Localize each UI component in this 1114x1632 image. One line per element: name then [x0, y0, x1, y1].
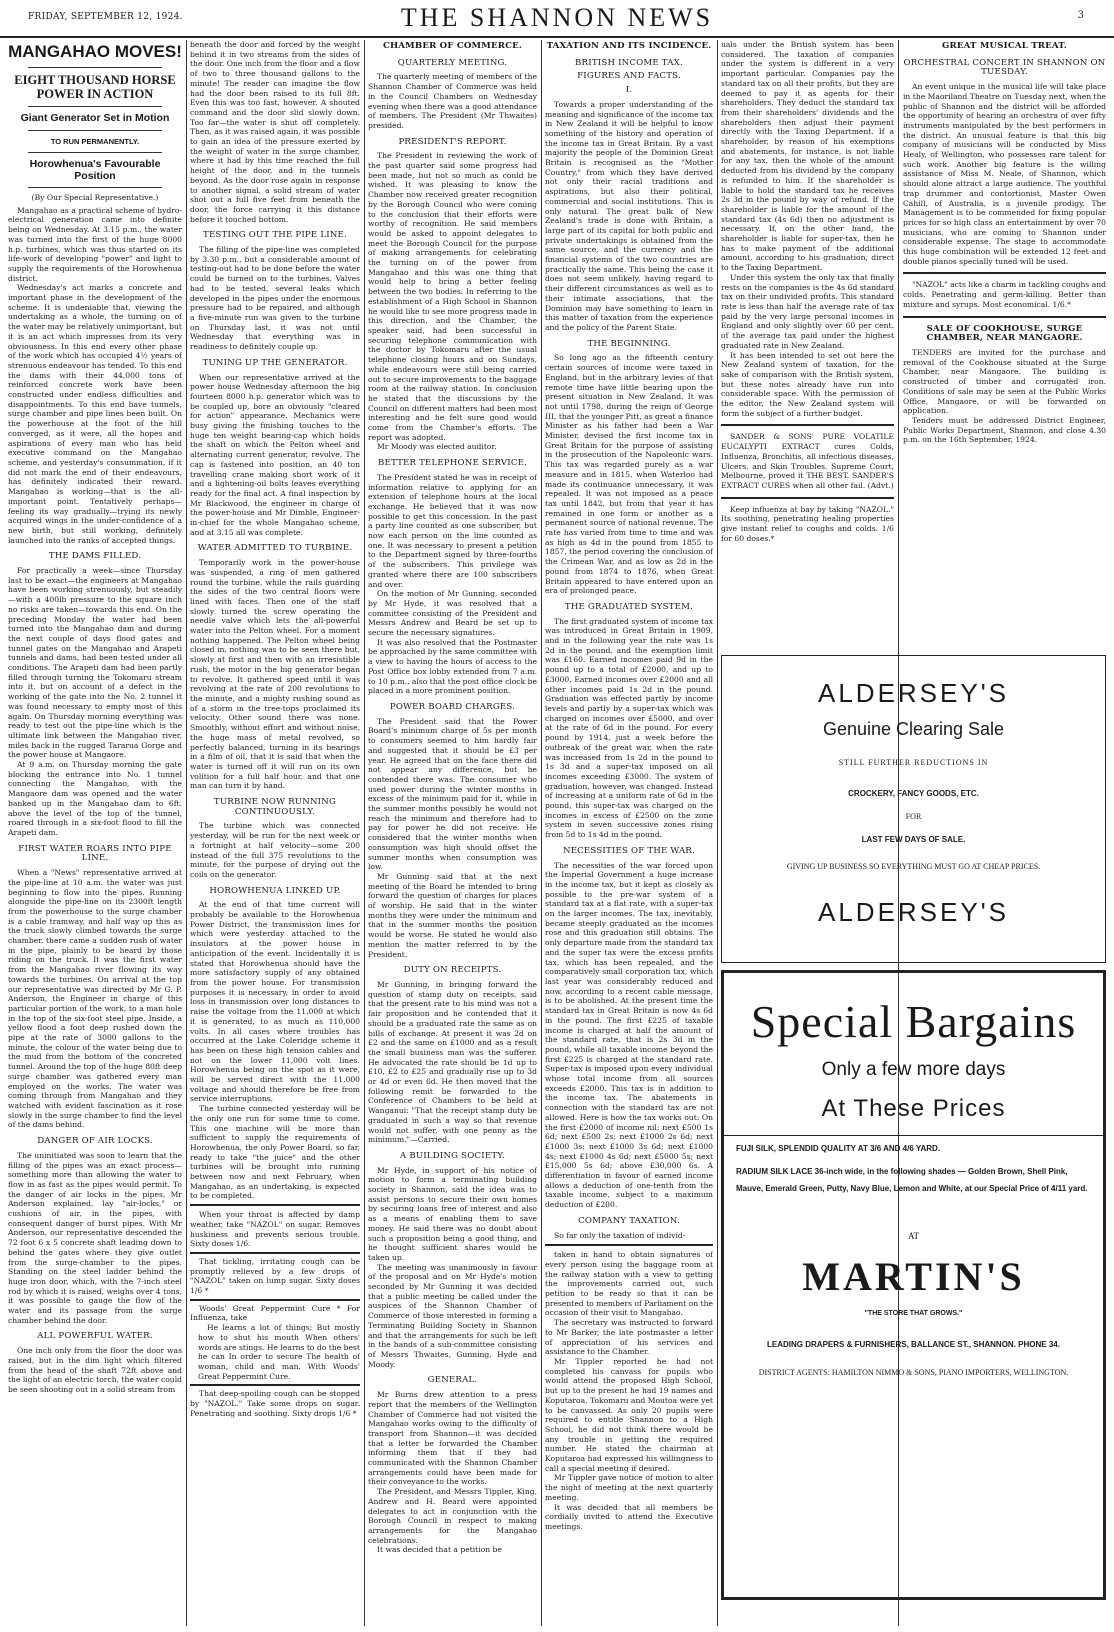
subheading: COMPANY TAXATION. — [578, 1215, 680, 1226]
article-paragraph: When our representative arrived at the power house Wednesday afternoon the big fourteen 8000 h.p. generator which was to be coupled up, bore an obviously "cleared for action" appearance. Mechanics were busy giving the finishing touches to the huge ten weight bearing-cap which holds the shaft on which the Pelton wheel and alternating current generator, revolve. The cap is fastened into position, an 40 ton travelling crane making short work of it and a lightening-oil bolts leaves everything ready for the final act. A final inspection by Mr Blackwood, the engineer in charge of the power-house and Mr Dimble, Engineer-in-chief for the whole Mangahao scheme, and at 3.15 all was complete. — [190, 372, 360, 537]
alderseys-line: FOR — [905, 812, 922, 821]
article-heading: GREAT MUSICAL TREAT. — [942, 41, 1067, 51]
headline-mangahao: MANGAHAO MOVES! — [8, 42, 182, 61]
nazol-ad: That tickling, irritating cough can be promptly relieved by a few drops of "NAZOL" taken on lump sugar. Sixty doses 1/6 * — [190, 1256, 360, 1296]
deck-to-run: TO RUN PERMANENTLY. — [50, 137, 140, 146]
article-paragraph: The first graduated system of income tax was introduced in Great Britain in 1909, and in the following year the rate was 1s 2d in the pound, and the exemption limit was £160. Earned incomes paid 9d in the pound up to a total of £2000, and up to £3000, Earned incomes over £2000 and all other incomes paid 1s 2d in the pound. Graduation was effected partly by income levels and partly by a super-tax which was charged on incomes over £5000, and over at the rate of 6d in the pound. For every pound by 1914, just a week before the outbreak of the great war, when the rate was increased from 1s 2d in the pound to 1s 3d and a super-tax imposed on all incomes exceeding £3000. The system of graduation, however, was changed. Instead of increasing at a uniform rate of 6d in the pound, this super-tax was charged on the incomes in excess of £2500 on the zone system in seven successive zones rising from 5d to 1s 4d in the pound. — [545, 616, 713, 840]
column-2 — [190, 40, 360, 1626]
article-paragraph: One inch only from the floor the door was raised, but in the dim light which filtered from the head of the shaft 72ft above and the light of an electric torch, the water could be seen shooting out in a solid stream from — [8, 1346, 182, 1394]
article-paragraph: Mr Moody was elected auditor. — [377, 442, 497, 452]
masthead — [0, 0, 1114, 38]
special-bargains-headline: Special Bargains — [750, 996, 1077, 1047]
column-rule — [186, 40, 187, 1626]
subheading: GENERAL. — [427, 1375, 478, 1386]
alderseys-ad — [721, 655, 1106, 963]
alderseys-line: STILL FURTHER REDUCTIONS IN — [838, 758, 989, 767]
article-paragraph: Mr Gunning, in bringing forward the question of stamp duty on receipts, said that the present rate to his mind was not a fair proposition and he contended that it should be a graduated rate the same as on bills of exchange. At present it was 2d on £2 and the same on £1000 and as a result the small business man was the sufferer. He advocated the rate should be 1d up to £10, £2 to £25 and gradually rise up to 3d or 4d or even 6d. He then moved that the following remit be forwarded to the Conference of Chambers to be held at Wanganui: "That the receipt stamp duty be graduated in such a way so that revenue would not suffer, with one penny as the minimum."—Carried. — [368, 979, 537, 1145]
subheading: DANGER OF AIR LOCKS. — [37, 1136, 153, 1147]
column-6 — [903, 40, 1106, 650]
peppermint-ad: Woods' Great Peppermint Cure * For Influenza, take — [190, 1303, 360, 1323]
peppermint-poem: He learns a lot of things; But mostly how to shut his mouth When others' words are stings. He learns to do the best he can In order to secure The health of woman, child and man, With Woods' Great Peppermint Cure. — [198, 1323, 360, 1381]
nazol-ad: "NAZOL" acts like a charm in tackling coughs and colds. Penetrating and germ-killing. Better than mixture and syrups. Most economical. 1/6.* — [903, 280, 1106, 309]
alderseys-line: LAST FEW DAYS OF SALE. — [861, 835, 966, 844]
subheading: DUTY ON RECEIPTS. — [403, 965, 502, 976]
column-1 — [8, 40, 182, 1626]
article-paragraph: The filling of the pipe-line was completed by 3.30 p.m., but a considerable amount of testing-out had to be done before the water could be turned on to the turbines. Valves had to be tested, several leaks which developed in the pipes under the enormous pressure had to be repaired, and although a five-minute run was given to the turbine on Thursday last, it was not until Wednesday that everything was in readiness to definitely couple up. — [190, 245, 360, 352]
subheading: HOROWHENUA LINKED UP. — [209, 885, 341, 896]
column-rule — [541, 40, 542, 1626]
article-paragraph: The uninitiated was soon to learn that the filling of the pipes was an exact process—something more than allowing the water to flow in as fast as the pipes would permit. To the danger of air locks in the pipes, Mr Anderson explained, lay "air-locks," or cushions of air, in the pipes, with consequent danger of burst pipes. With Mr Anderson, our representative descended the 72 foot 6 x 5 concrete shaft leading down to behind the gates where they give outlet from the surge-chamber to the pipes. Standing on the steel ladder behind the huge iron door, which, with the 7-inch steel rod by which it is raised, weighs over 4 tons, it was possible to gauge the flow of the water and its passage from the surge chamber behind the door. — [8, 1150, 182, 1325]
martins-item: RADIUM SILK LACE 36-inch wide, in the following shades — Golden Brown, Shell Pink, Mauve, Emerald Green, Putty, Navy Blue, Lemon and White, at our Special Price of 4/11 yard. — [736, 1167, 1088, 1193]
article-paragraph: The secretary was instructed to forward to Mr Barker, the late postmaster a letter of appreciation of his services and assistance to the Chamber. — [545, 1318, 713, 1357]
article-paragraph: At 9 a.m. on Thursday morning the gate blocking the entrance into No. 1 tunnel connecting the Mangahao, with the Mangaore dam was opened and the water banked up in the Mangahao dam to 6ft. above the level of the top of the tunnel, roared through in a six-foot flood to fill the Arapeti dam. — [8, 760, 182, 837]
subheading: TUNING UP THE GENERATOR. — [202, 357, 348, 368]
martins-address: LEADING DRAPERS & FURNISHERS, BALLANCE ST., SHANNON. PHONE 34. — [767, 1340, 1060, 1349]
deck-giant-generator: Giant Generator Set in Motion — [20, 112, 170, 124]
article-paragraph: The President in reviewing the work of the past quarter said some progress had been made, but not so much as could be wished. It was pleasing to know the Chamber now received greater recognition by the Borough Council who were coming to the conclusion that their efforts were worthy of recognition. He said members would be asked to appoint delegates to meet the Borough Council for the purpose of making arrangements for celebrating the turning on of the power from Mangahao and this was one thing that would help to bring a better feeling between the two bodies. In referring to the establishment of a High School in Shannon he would like to see more progress made in this direction, and the Chamber, the speaker said, had been successful in securing telephone communication with the doctor by Tokomaru after the usual telephone closing hours and on Sundays, while endeavours were still being carried out to secure improvements to the baggage room at the railway station. In conclusion he stated that the discussions by the Council on different matters had been most interesting and he felt sure good would come from the Chamber's efforts. The report was adopted. — [368, 151, 537, 442]
tender-notice: Tenders must be addressed District Engineer, Public Works Department, Shannon, and close 4.30 p.m. on the 16th September, 1924. — [903, 415, 1106, 445]
subheading: PRESIDENT'S REPORT. — [398, 136, 507, 147]
subheading: TESTING OUT THE PIPE LINE. — [203, 230, 347, 241]
article-paragraph: For practically a week—since Thursday last to be exact—the engineers at Mangahao have been working strenuously, but steadily—with a 400lb pressure to the square inch no risks are taken—towards this end. On the preceding Monday the water had been turned into the Mangahao dam and during the next couple of days flood gates and tunnel gates on the Mangahao and Arapeti tunnels and dams, had been tested under all conditions. The Arapeti dam had been partly filled through turning the Tokomaru stream into it, but on account of a defect in the working of the gate into the No. 2 tunnel it was found necessary to empty most of this again. On Thursday morning everything was ready to test out the pipe-line which is the ultimate link between the Mangahao river, miles back in the rugged Tararua Gorge and the power house at Mangaore. — [8, 566, 182, 760]
article-paragraph: Mr Tippler gave notice of motion to alter the night of meeting at the next quarterly meeting. — [545, 1473, 713, 1502]
article-paragraph: The President said that the Power Board's minimum charge of 5s per month to consumers seemed to him hardly fair and suggested that it should be £3 per year. He agreed that on the face there did not appear any difference, but he contended there was. The consumer who used power during the winter months in excess of the minimum paid for it, while in the summer months possibly he would not reach the minimum and therefore had to pay for power he did not receive. He considered that the winter months when consumption was high should offset the summer months when consumption was low. — [368, 716, 537, 872]
article-paragraph: It was decided that a petition be — [377, 1545, 502, 1555]
byline: (By Our Special Representative.) — [31, 193, 159, 202]
subheading: THE DAMS FILLED. — [48, 551, 142, 562]
column-rule — [717, 40, 718, 1626]
subheading: POWER BOARD CHARGES. — [389, 702, 516, 712]
column-4 — [545, 40, 713, 1626]
article-paragraph: Temporarily work in the power-house was suspended, a ring of men gathered round the turbine, while the rails guarding the sides of the two central floors were lined with faces. Then one of the staff slowly turned the screw operating the needle valve which lets the all-powerful water into the Pelton wheel. For a moment nothing happened. The Pelton wheel being closed in, nothing was to be seen there but, slowly at first and then with an irresistible rush, the motor in the big generator began to revolve. It gathered speed until it was revolving at the rate of 200 revolutions to the minute, and a mighty rushing sound as of a storm in the tree-tops proclaimed its velocity. Other sound there was none. Smoothly, without effort and without noise, the huge mass of metal revolved, so perfectly balanced, turning in its bearings in a film of oil, that it is said that when the water is turned off it will run on its own volition for a full half hour, and that one man can turn it by hand. — [190, 558, 360, 791]
alderseys-name: ALDERSEY'S — [817, 897, 1010, 927]
clearing-sale-title: Genuine Clearing Sale — [822, 719, 1005, 739]
article-paragraph: It was also resolved that the Postmaster be approached by the same committee with a view to having the hours of access to the Post Office box lobby extended from 7 a.m. to 10 p.m., also that the post office clock be placed in a more prominent position. — [368, 637, 537, 696]
subheading: THE BEGINNING. — [587, 338, 671, 349]
martins-name: MARTIN'S — [802, 1254, 1025, 1299]
martins-at: AT — [908, 1231, 919, 1241]
column-3 — [368, 40, 537, 1626]
newspaper-title: THE SHANNON NEWS — [400, 3, 714, 32]
article-subheading: QUARTERLY MEETING. — [397, 57, 508, 68]
martins-line: At These Prices — [821, 1095, 1006, 1122]
subheading: NECESSITIES OF THE WAR. — [562, 845, 696, 856]
sale-heading: SALE OF COOKHOUSE, SURGE CHAMBER, NEAR MANGAORE. — [926, 323, 1083, 344]
article-subheading: ORCHESTRAL CONCERT IN SHANNON ON TUESDAY. — [903, 57, 1106, 78]
page-number: 3 — [1077, 10, 1084, 21]
article-paragraph: Mangahao as a practical scheme of hydro-electrical generation came into definite being on Wednesday. At 3.15 p.m., the water was turned into the first of the huge 8000 h.p. turbines, which was thus started on its life-work of developing "power" and light to supply the requirements of the Horowhenua district. — [8, 205, 182, 283]
article-paragraph: So far only the taxation of individ- — [554, 1230, 686, 1240]
article-paragraph: It was decided that all members be cordially invited to attend the Executive meetings. — [545, 1502, 713, 1531]
article-paragraph: The President, and Messrs Tippler, King, Andrew and H. Beard were appointed delegates to act in conjunction with the Borough Council in respect to making arrangements for the Mangahao celebrations. — [368, 1487, 537, 1545]
article-paragraph: Mr Burns drew attention to a press report that the members of the Wellington Chamber of Commerce had not visited the Mangahao works owing to the difficulty of transport from Shannon—it was decided that a letter be forwarded the Chamber informing them that if they had communicated with the Shannon Chamber arrangements could have been made for their conveyance to the works. — [368, 1390, 537, 1487]
nazol-ad: That deep-spoiling cough can be stopped by "NAZOL." Take some drops on sugar. Penetrating and soothing. Sixty drops 1/6 * — [190, 1389, 360, 1418]
article-paragraph: The turbine connected yesterday will be the only one run for some time to come. This one machine will be more than sufficient to supply the requirements of Horowhenua, the only Power Board, so far, ready to take "the juice" and the other turbines will be brought into running between now and next February, when Mangahao, as an undertaking, is expected to be completed. — [190, 1104, 360, 1201]
subheading: THE GRADUATED SYSTEM. — [564, 601, 694, 612]
martins-ad — [721, 970, 1106, 1600]
nazol-ad: When your throat is affected by damp weather, take "NAZOL" on sugar. Removes huskiness and prevents serious trouble. Sixty doses 1/6. — [190, 1210, 360, 1249]
martins-agents: DISTRICT AGENTS: HAMILTON NIMMO & SONS, PIANO IMPORTERS, WELLINGTON. — [758, 1368, 1069, 1377]
article-paragraph: uals under the British system has been considered. The taxation of companies under the system is different in a very important particular. Companies pay the standard tax on all their profits, but they are deemed to pay it as agents for their shareholders. They deduct the standard tax from their shareholders' dividends and the shareholders then adjust their payment directly with the Taxing Department. If a shareholder, by reason of his exemptions and abatements, for instance, is not liable for any tax, then the whole of the amount deducted from his dividend by the company is refunded to him. If the shareholder is liable to hold the standard tax he receives 2s 3d in the pound by way of refund. If the shareholder is liable for the amount of the standard tax (4s 6d) then no adjustment is necessary. If, on the other hand, the shareholder is liable for super-tax, then he has to make payment of the additional amount, according to his graduation, direct to the Taxing Department. — [721, 40, 894, 273]
article-subheading: FIGURES AND FACTS. — [577, 71, 681, 82]
article-paragraph: taken in hand to obtain signatures of every person using the baggage room at the railway station with a view to getting the improvements carried out, such petition to be ready so that it can be presented to members of Parliament on the occasion of their visit to Mangahao. — [545, 1250, 713, 1318]
alderseys-name: ALDERSEY'S — [817, 678, 1010, 708]
article-paragraph: At the end of that time current will probably be available to the Horowhenua Power District, the transmission lines for which were yesterday attached to the insulators at the power house in anticipation of the event. Incidentally it is stated that Horowhenua should have the more satisfactory supply of any obtained from the power house. For transmission purposes it is necessary, in order to avoid loss in transmission over long distances to raise the voltage from the 11,000 at which it is generated, to as much as 110,000 volts. In all cases where troubles has occurred at the Lake Coleridge scheme it has been on these high tension cables and not on the lower 11,000 volt lines. Horowhenua being on the spot as it were, will be served direct with the 11,000 voltage and should therefore be free from service interruptions. — [190, 900, 360, 1104]
tender-notice: TENDERS are invited for the purchase and removal of the Cookhouse situated at the Surge Chamber, near Mangaore. The building is constructed of timber and corrugated iron. Conditions of sale may be seen at the Public Works Office, Mangaore, or will be forwarded on application. — [903, 347, 1106, 416]
alderseys-line: GIVING UP BUSINESS SO EVERYTHING MUST GO AT CHEAP PRICES. — [786, 862, 1041, 871]
subheading: TURBINE NOW RUNNING CONTINUOUSLY. — [213, 797, 337, 817]
martins-slogan: "THE STORE THAT GROWS." — [864, 1310, 963, 1317]
article-paragraph: The necessities of the war forced upon the Imperial Government a huge increase in the income tax, but it kept as closely as possible to the pre-war system of a standard tax at a flat rate, with a super-tax on the larger incomes. The tax, inevitably, became steeply graduated as the incomes rose and this graduation still obtains. The only departure made from the standard tax and the super tax were the excess profits tax, which has been repealed, and the comparatively small corporation tax, which last year was considerably reduced and now, according to a recent cable message, is to be abolished. At the present time the standard tax in Great Britain is now 4s 6d in the pound. The first £225 of taxable income is charged at half the amount of the standard rate, that is 2s 3d in the pound, while all taxable income beyond the first £225 is charged at the standard rate. Super-tax is imposed upon every individual whose total income from all sources exceeds £2000. This tax is in addition to the income tax. The abatements in connection with the standard tax are not allowed. Here is how the tax works out: On the first £2000 of income nil; next £500 1s 6d; next £500 2s; next £1000 2s 6d; next £1000 3s; next £1000 3s 6d; next £1000 4s; next £1000 4s 6d; next £5000 5s; next £15,000 5s 6d; above £30,000 6s. A differentiation in favour of earned income allows a deduction of one-tenth from the taxable income, subject to a maximum deduction of £200. — [545, 860, 713, 1210]
column-5 — [721, 40, 894, 650]
deck-horowhenua: Horowhenua's Favourable Position — [29, 158, 161, 182]
article-paragraph: When a "News" representative arrived at the pipe-line at 10 a.m. the water was just beginning to flow into the pipes. Running alongside the pipe-line on its 2300ft length from the powerhouse to the surge chamber is a cable tramway, and half way up this as the truck slowly climbed towards the surge chamber, there came a sudden rush of water in the pipe, plainly to be heard by those riding on the truck. It was the first water from the Mangahao river flowing its way towards the turbines. On arrival at the top our representative was directed by Mr G. P. Anderson, the Engineer in charge of this particular portion of the work, to a man hole in the top of the six-foot steel pipe. Inside, a yellow flood a foot deep rushed down the pipe at the rate of 3000 gallons to the minute, the colour of the water being due to the mud from the bottom of the concreted tunnel. Around the top of the huge 80ft deep surge chamber was gathered every man employed on the works. The water was coming through from Mangahao and they watched with evident fascination as it rose slowly in the surge chamber to find the level of the dams behind. — [8, 868, 182, 1130]
martins-item: FUJI SILK, SPLENDID QUALITY AT 3/6 AND 4/6 YARD. — [736, 1144, 941, 1153]
article-subheading: BRITISH INCOME TAX. — [575, 57, 683, 68]
deck-eight-thousand: EIGHT THOUSAND HORSE POWER IN ACTION — [14, 73, 176, 101]
article-paragraph: Mr Gunning said that at the next meeting of the Board he intended to bring forward the question of charges for places of worship. He said that in the winter months they were under the minimum and that in the summer months the position would be worse. He stated he would also mention the matter referred to by the President. — [368, 871, 537, 959]
subheading: FIRST WATER ROARS INTO PIPE LINE. — [18, 843, 172, 864]
article-paragraph: Wednesday's act marks a concrete and important phase in the development of the scheme. It is undeniable that, viewing the undertaking as a whole, the turning on of the water may be relatively unimportant, but it is an act which impresses from its very obviousness. In this end every other phase of the work which has occupied 4½ years of strenuous endeavour has tended. To this end the dams with their 44,000 tons of reinforced concrete work have been constructed under endless difficulties and disappointments. To this end have tunnels, surge chamber and pipe lines been built. On the powerhouse at the foot of the hill converged, as it were, all the hopes and aspirations of every man who has held executive command on the Mangahao scheme, and yesterday's consummation, if it did not mark the end of their endeavours, has definitely indicated their reward. Mangahao is working—that is the all-important point. Tentatively perhaps—feeling its way gradually—trying its newly acquired wings in the under-confidence of a new birth, but still working, definitely launched into the ranks of accepted things. — [8, 283, 182, 545]
part-numeral: I. — [625, 85, 633, 96]
sanders-ad: SANDER & SONS' PURE VOLATILE EUCALYPTI EXTRACT cures Colds, Influenza, Bronchitis, all infectious diseases, Ulcers, and Skin Troubles. Supreme Court, Melbourne, proved it THE BEST. SANDER'S EXTRACT CURES when all other fail. (Advt.) — [721, 432, 894, 490]
article-paragraph: Mr Hyde, in support of his notice of motion to form a terminating building society in Shannon, said the idea was to assist persons to secure their own homes by securing loans free of interest and also as a means of enabling them to save money. He said there was no doubt about such a proposition being a good thing, and he thought sufficient shares would be taken up. — [368, 1165, 537, 1262]
article-paragraph: The quarterly meeting of members of the Shannon Chamber of Commerce was held in the Council Chambers on Wednesday evening when there was a good attendance of members. The President (Mr Thwaites) presided. — [368, 72, 537, 130]
article-paragraph: Towards a proper understanding of the meaning and significance of the income tax in New Zealand it will be helpful to know something of the history and operation of the income tax in Great Britain. By a vast majority the people of the Dominion Great Britain is recognised as the "Mother Country," from which they have derived not only their racial traditions and aspirations, but also their political, commercial and social institutions. This is only natural. The great bulk of New Zealand's trade is done with Britain, a large part of its capital for both public and private undertakings is obtained from the same source, and the currency and the financial systems of the two countries are practically the same. This being the case it does not seem unlikely, having regard to their different circumstances as well as to their intimate associations, that the Dominion may have something to learn in this matter of taxation from the experience and the policy of the Parent State. — [545, 99, 713, 332]
article-paragraph: Mr Tippler reported he had not completed his canvass for pupils who would attend the proposed High School, but up to the present he had 19 names and Koputaroa, Tokomaru and Moutoa were yet to be canvassed. As only 20 pupils were required to entitle Shannon to a High School, he did not think there would be any trouble in getting the required number. He stated the chairman at Koputaroa had expressed his willingness to call a special meeting if desired. — [545, 1357, 713, 1473]
subheading: A BUILDING SOCIETY. — [399, 1150, 505, 1161]
article-paragraph: So long ago as the fifteenth century certain sources of income were taxed in England, but in the arbitrary levies of that remote time have little bearing upon the present situation in New Zealand. It was not until 1798, during the reign of George III, that the younger Pitt, as great a finance Minister as his father had been a War Minister, devised the first income tax in Great Britain for the purpose of assisting in the prosecution of the Napoleonic wars. This tax was regarded purely as a war measure and in 1815, when Waterloo had made its continuance unnecessary, it was repealed. It was not imposed as a peace tax until 1842, but from that year it has remained in one form or another as a permanent source of national revenue. The rate has varied from time to time and was as high as 4d in the pound from 1855 to 1857, the period covering the conclusion of the Crimean War, and as low as 2d in the pound from 1874 to 1876, when Great Britain appeared to have entered upon an era of prolonged peace. — [545, 353, 713, 596]
article-paragraph: The turbine which was connected yesterday, will be run for the next week or a fortnight at half velocity—some 200 instead of the full 375 revolutions to the minute, for the purpose of drying out the coils on the generator. — [190, 821, 360, 879]
nazol-ad: Keep influenza at bay by taking "NAZOL." Its soothing, penetrating healing properties give instant relief to coughs and colds. 1/6 for 60 doses.* — [721, 504, 894, 543]
martins-line: Only a few more days — [821, 1059, 1006, 1080]
article-paragraph: On the motion of Mr Gunning, seconded by Mr Hyde, it was resolved that a committee consisting of the President and Messrs Andrew and Beard be set up to secure the necessary signatures. — [368, 589, 537, 638]
article-paragraph: It has been intended to set out here the New Zealand system of taxation, for the sake of comparison with the British system, but these notes already have run into considerable space. With the permission of the editor, the New Zealand system will form the subject of a further budget. — [721, 350, 894, 418]
issue-date: FRIDAY, SEPTEMBER 12, 1924. — [28, 12, 183, 22]
article-paragraph: The meeting was unanimously in favour of the proposal and on Mr Hyde's motion seconded by Mr Gunning it was decided that a public meeting be called under the auspices of the Shannon Chamber of Commerce of those interested in forming a Terminating Building Society in Shannon and that the arrangements for such be left in the hands of a sub-committee consisting of Messrs Thwaites, Gunning, Hyde and Moody. — [368, 1262, 537, 1369]
article-heading: TAXATION AND ITS INCIDENCE. — [546, 41, 712, 51]
subheading: ALL POWERFUL WATER. — [37, 1331, 153, 1342]
article-paragraph: The President stated he was in receipt of information relative to applying for an extension of telephone hours at the local exchange. He believed that it was now possible to get this concession. In the past a party line counted as one subscriber, but now each person on the line counted as one. It was necessary to present a petition to the Department signed by three-fourths of the subscribers. This privilege was granted where there are 100 subscribers and over. — [368, 472, 537, 589]
subheading: WATER ADMITTED TO TURBINE. — [197, 543, 353, 554]
article-paragraph: beneath the door and forced by the weight behind it in two streams from the sides of the door. One inch from the floor and a flow of two to three thousand gallons to the minute! The reader can imagine the flow had the door been raised to its full 8ft. Even this was too fast, however. A shouted command and the door slid slowly down. Too far—the water is shut off completely. Then, as it was raised again, it was possible to gain an idea of the pressure exerted by the weight of water in the surge chamber, where it had by this time reached the full height of the door, and in the tunnels beyond. As the door rose again in response to another signal, a solid stream of water shot out a full five feet from beneath the door, the force carrying it this distance before it touched bottom. — [190, 40, 360, 224]
alderseys-line: CROCKERY, FANCY GOODS, ETC. — [848, 789, 979, 798]
article-paragraph: An event unique in the musical life will take place in the Maoriland Theatre on Tuesday next, when the public of Shannon and the district will be afforded the opportunity of hearing an orchestra of over fifty instruments manipulated by the best performers in the district. An unusual feature is that this big company of musicians will be conducted by Miss Healy, of Wellington, who possesses rare talent for such work. Another big feature is the willing assistance of Miss M. Neale, of Shannon, which should alone attract a large audience. The youthful trap drummer and contortionist, Master Owen Cahill, of Australia, is a juvenile prodigy. The Management is to be commended for fixing popular prices for so high class an entertainment by over 70 musicians, who are coming to Shannon under considerable expense. The stage to accommodate this huge combination will be extended 12 feet and double pianos specially tuned will be used. — [903, 82, 1106, 266]
article-heading: CHAMBER OF COMMERCE. — [382, 41, 523, 51]
article-paragraph: Under this system the only tax that finally rests on the companies is the 4s 6d standard tax on their undivided profits. This standard rate is less than half the average rate of tax paid by the very large personal incomes in England and only slightly over 60 per cent. of the average tax paid under the highest graduated rate in New Zealand. — [721, 272, 894, 350]
subheading: BETTER TELEPHONE SERVICE. — [377, 458, 528, 469]
column-rule — [364, 40, 365, 1626]
